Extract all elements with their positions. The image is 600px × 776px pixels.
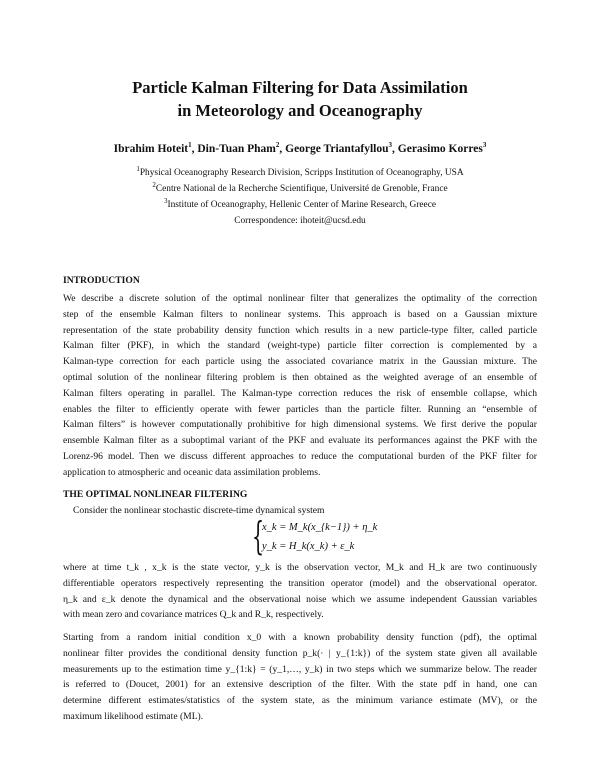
author-name: Din-Tuan Pham	[197, 143, 276, 155]
author-sup: 3	[388, 141, 393, 150]
dynamical-system-equation	[252, 514, 378, 558]
author-name: Gerasimo Korres	[397, 143, 483, 155]
correspondence: Correspondence: ihoteit@ucsd.edu	[234, 216, 366, 226]
author-list: Ibrahim Hoteit$^1$, Din-Tuan Pham$^2$, George Triantafyllou$^3$, Gerasimo Korres$^3$	[113, 141, 487, 155]
text-line: Starting from a random initial condition x_0 with a known probability density function (pdf), the optimal	[63, 632, 537, 643]
text-line: Kalman-type correction for each particle using the associated covariance matrix in the Gaussian mixture. The	[63, 356, 537, 368]
affiliation	[0, 180, 600, 194]
text-line: representation of the state probability density function which results in a new particle-type filter, called particle	[63, 324, 537, 336]
author-sup: 2	[275, 141, 280, 150]
affiliation-text: Centre National de la Recherche Scientifique, Université de Grenoble, France	[155, 184, 448, 194]
section-heading-introduction: INTRODUCTION	[63, 275, 140, 286]
consider-line	[63, 503, 537, 519]
paper-title-line1: Particle Kalman Filtering for Data Assimilation	[132, 78, 468, 97]
paper-title-line2: in Meteorology and Oceanography	[177, 101, 423, 120]
text-line: with mean zero and covariance matrices Q_k and R_k, respectively.	[63, 609, 324, 621]
text-line: application to atmospheric and oceanic data assimilation problems.	[63, 466, 321, 478]
affiliation-sup: 3	[163, 196, 168, 205]
section-heading-optimal-filtering: THE OPTIMAL NONLINEAR FILTERING	[63, 489, 248, 500]
affiliation	[0, 196, 600, 210]
author-sup: 1	[188, 141, 192, 150]
text-line: Kalman filters operating in parallel. The Kalman-type correction reduces the risk of ensemble collapse, which	[63, 387, 537, 399]
where-paragraph	[63, 560, 537, 623]
left-brace: {	[252, 514, 265, 558]
text-line: differentiable operators respectively representing the transition operator (model) and the observational operator.	[63, 577, 537, 589]
text-line: determine different estimates/statistics of the system state, as the minimum variance estimate (MV), or the	[63, 695, 537, 707]
affiliation-sup: 2	[152, 180, 156, 189]
affiliation	[0, 164, 600, 178]
affiliation-sup: 1	[136, 164, 140, 173]
introduction-paragraph	[63, 291, 537, 481]
text-line: Lorenz-96 model. Then we discuss different approaches to reduce the computational burden of the PKF filter for	[63, 450, 537, 462]
text-line: Kalman filter (PKF), in which the standard (weight-type) particle filter correction is complemented by a	[63, 340, 537, 352]
text-line: enables the filter to efficiently operate with fewer particles than the particle filter. Running an “ensemble of	[63, 403, 537, 415]
text-line: maximum likelihood estimate (ML).	[63, 710, 204, 722]
text-line: is referred to (Doucet, 2001) for an extensive description of the filter. With the state pdf in hand, one can	[63, 679, 537, 691]
text-line: step of the ensemble Kalman filters to nonlinear systems. This approach is based on a Gaussian mixture	[63, 308, 537, 320]
text-line: Consider the nonlinear stochastic discrete-time dynamical system	[73, 505, 325, 516]
text-line: ensemble Kalman filter as a suboptimal variant of the PKF and evaluate its performances against the PKF with the	[63, 435, 537, 447]
observation-equation: y_k = H_k(x_k) + ε_k	[262, 541, 355, 552]
author-sup: 3	[482, 141, 487, 150]
starting-paragraph	[63, 630, 537, 725]
author-name: Ibrahim Hoteit	[113, 143, 189, 155]
text-line: where at time t_k , x_k is the state vector, y_k is the observation vector, M_k and H_k are two continuously	[63, 562, 537, 573]
text-line: nonlinear filter provides the conditional density function p_k(· | y_{1:k}) of the system state given all available	[63, 647, 537, 659]
affiliation-text: Institute of Oceanography, Hellenic Center of Marine Research, Greece	[167, 200, 437, 210]
text-line: optimal solution of the nonlinear filtering problem is then obtained as the weighted average of an ensemble of	[63, 371, 537, 383]
text-line: measurements up to the estimation time y_{1:k} = (y_1,…, y_k) in two steps which we summarize below. The reader	[63, 663, 537, 675]
affiliation-text: Physical Oceanography Research Division, Scripps Institution of Oceanography, USA	[139, 168, 464, 178]
text-line: Kalman filters” is however computationally prohibitive for high dimensional systems. We first derive the popular	[63, 419, 537, 431]
text-line: η_k and ε_k denote the dynamical and the observational noise which we assume independent Gaussian variables	[63, 593, 537, 605]
state-equation: x_k = M_k(x_{k−1}) + η_k	[262, 522, 378, 533]
text-line: We describe a discrete solution of the optimal nonlinear filter that generalizes the optimality of the correction	[63, 293, 537, 304]
author-name: George Triantafyllou	[285, 143, 389, 155]
